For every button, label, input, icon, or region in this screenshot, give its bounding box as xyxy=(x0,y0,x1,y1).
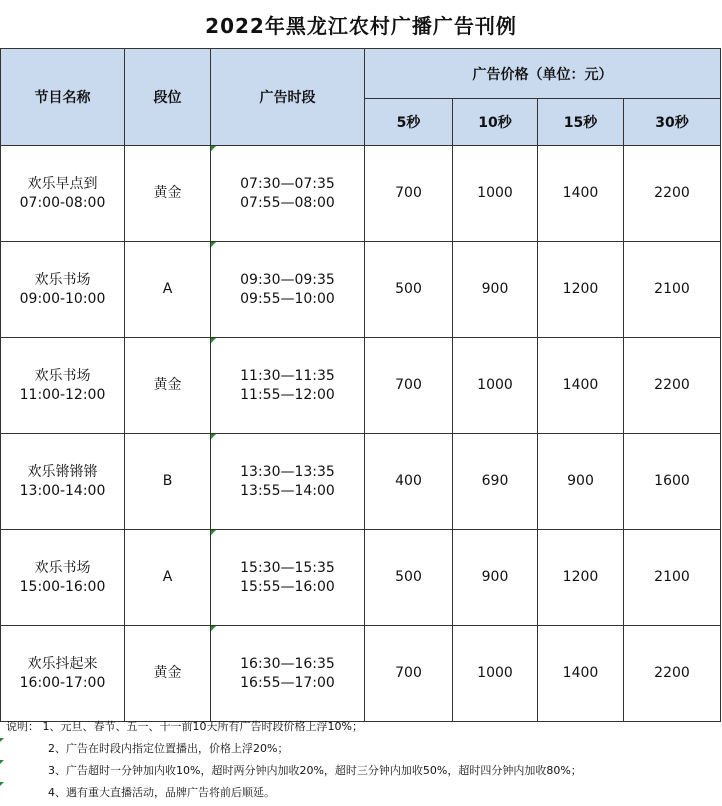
price-10s: 900 xyxy=(453,242,538,338)
program-time: 16:00-17:00 xyxy=(19,674,106,691)
slot-first: 13:30—13:35 xyxy=(240,463,335,480)
table-row xyxy=(1,242,721,338)
corner-mark-icon xyxy=(0,760,4,764)
slot-cell xyxy=(211,146,365,242)
price-15s: 900 xyxy=(538,434,624,530)
slot-cell xyxy=(211,242,365,338)
price-10s: 1000 xyxy=(453,338,538,434)
table-row xyxy=(1,146,721,242)
program-cell xyxy=(1,146,125,242)
table-row xyxy=(1,434,721,530)
price-30s: 2100 xyxy=(624,242,721,338)
slot-cell xyxy=(211,530,365,626)
note-line xyxy=(0,760,722,782)
price-30s: 2200 xyxy=(624,338,721,434)
price-15s: 1400 xyxy=(538,626,624,722)
slot-second: 16:55—17:00 xyxy=(240,674,335,691)
price-5s: 700 xyxy=(365,338,453,434)
rate-table xyxy=(0,48,721,722)
price-5s: 500 xyxy=(365,242,453,338)
slot-cell xyxy=(211,434,365,530)
note-text: 4、遇有重大直播活动，品牌广告将前后顺延。 xyxy=(48,786,275,799)
slot-second: 15:55—16:00 xyxy=(240,578,335,595)
note-line xyxy=(0,782,722,804)
program-name: 欢乐早点到 xyxy=(27,175,98,192)
segment-cell: B xyxy=(125,434,211,530)
slot-cell xyxy=(211,626,365,722)
note-text: 3、广告超时一分钟加内收10%，超时两分钟内加收20%，超时三分钟内加收50%，超时四分钟内加收80%； xyxy=(48,764,582,777)
price-30s: 2200 xyxy=(624,146,721,242)
slot-first: 11:30—11:35 xyxy=(240,367,335,384)
price-30s: 1600 xyxy=(624,434,721,530)
note-text: 说明： 1、元旦、春节、五一、十一前10天所有广告时段价格上浮10%； xyxy=(6,720,363,733)
slot-cell xyxy=(211,338,365,434)
segment-cell: A xyxy=(125,242,211,338)
table-row xyxy=(1,530,721,626)
program-name: 欢乐抖起来 xyxy=(27,655,98,672)
program-cell xyxy=(1,338,125,434)
price-30s: 2100 xyxy=(624,530,721,626)
price-10s: 900 xyxy=(453,530,538,626)
slot-second: 09:55—10:00 xyxy=(240,290,335,307)
program-time: 07:00-08:00 xyxy=(19,194,106,211)
page-title: 2022年黑龙江农村广播广告刊例 xyxy=(205,13,517,38)
program-time: 09:00-10:00 xyxy=(19,290,106,307)
segment-cell: 黄金 xyxy=(125,146,211,242)
notes-section xyxy=(0,716,722,804)
note-text: 2、广告在时段内指定位置播出，价格上浮20%； xyxy=(48,742,289,755)
slot-second: 07:55—08:00 xyxy=(240,194,335,211)
header-slot: 广告时段 xyxy=(211,49,365,146)
corner-mark-icon xyxy=(0,738,4,742)
note-line xyxy=(0,716,722,738)
program-cell xyxy=(1,626,125,722)
program-time: 15:00-16:00 xyxy=(19,578,106,595)
price-10s: 1000 xyxy=(453,626,538,722)
slot-first: 07:30—07:35 xyxy=(240,175,335,192)
price-30s: 2200 xyxy=(624,626,721,722)
program-name: 欢乐书场 xyxy=(34,367,91,384)
slot-first: 09:30—09:35 xyxy=(240,271,335,288)
program-cell xyxy=(1,242,125,338)
price-15s: 1200 xyxy=(538,242,624,338)
program-name: 欢乐书场 xyxy=(34,271,91,288)
price-10s: 690 xyxy=(453,434,538,530)
header-duration-30s: 30秒 xyxy=(624,99,721,146)
price-5s: 700 xyxy=(365,146,453,242)
segment-cell: 黄金 xyxy=(125,626,211,722)
price-5s: 400 xyxy=(365,434,453,530)
note-line xyxy=(0,738,722,760)
slot-second: 11:55—12:00 xyxy=(240,386,335,403)
program-cell xyxy=(1,530,125,626)
slot-first: 15:30—15:35 xyxy=(240,559,335,576)
price-5s: 500 xyxy=(365,530,453,626)
header-duration-10s: 10秒 xyxy=(453,99,538,146)
price-10s: 1000 xyxy=(453,146,538,242)
header-program: 节目名称 xyxy=(1,49,125,146)
header-price-group: 广告价格（单位：元） xyxy=(365,49,721,99)
program-time: 13:00-14:00 xyxy=(19,482,106,499)
header-duration-5s: 5秒 xyxy=(365,99,453,146)
segment-cell: A xyxy=(125,530,211,626)
program-time: 11:00-12:00 xyxy=(19,386,106,403)
table-row xyxy=(1,338,721,434)
price-15s: 1200 xyxy=(538,530,624,626)
slot-second: 13:55—14:00 xyxy=(240,482,335,499)
program-cell xyxy=(1,434,125,530)
header-segment: 段位 xyxy=(125,49,211,146)
corner-mark-icon xyxy=(0,782,4,786)
slot-first: 16:30—16:35 xyxy=(240,655,335,672)
price-15s: 1400 xyxy=(538,146,624,242)
program-name: 欢乐书场 xyxy=(34,559,91,576)
segment-cell: 黄金 xyxy=(125,338,211,434)
program-name: 欢乐锵锵锵 xyxy=(27,463,98,480)
price-15s: 1400 xyxy=(538,338,624,434)
table-row xyxy=(1,626,721,722)
header-duration-15s: 15秒 xyxy=(538,99,624,146)
price-5s: 700 xyxy=(365,626,453,722)
